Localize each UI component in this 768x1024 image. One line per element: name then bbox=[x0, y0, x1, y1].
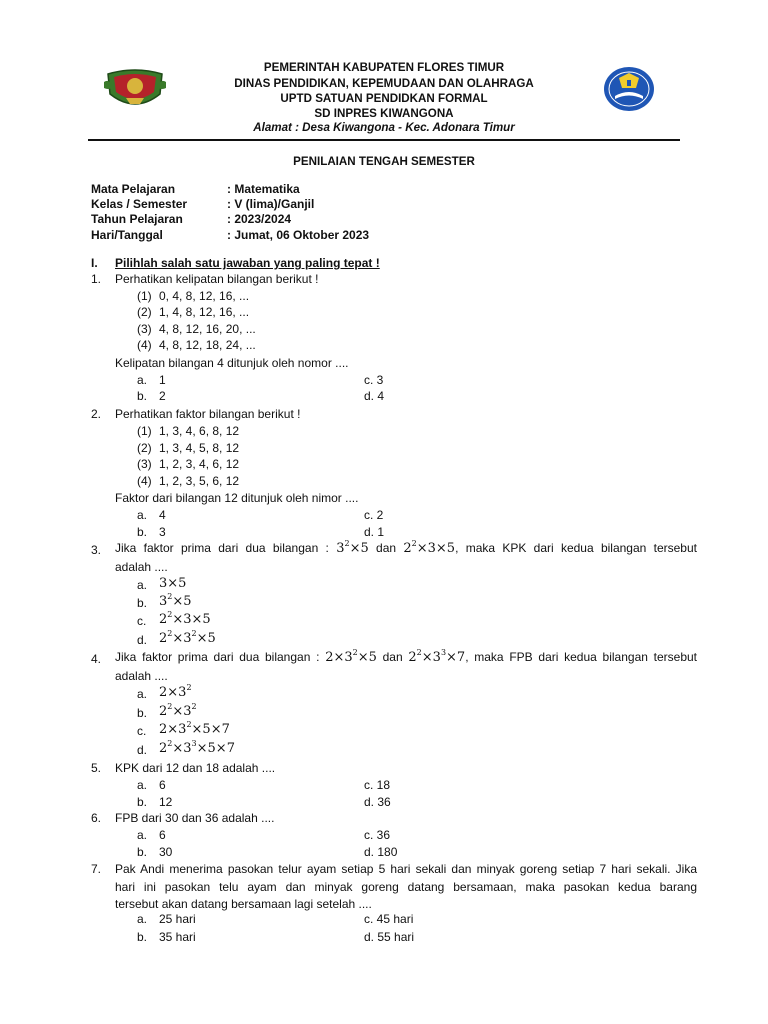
option-d: d. 55 hari bbox=[364, 930, 415, 944]
formula: $3^2\times 5$ bbox=[336, 539, 369, 556]
list-item-number: (4) bbox=[137, 474, 152, 488]
option-key: d. bbox=[137, 743, 148, 757]
question-prompt: Faktor dari bilangan 12 ditunjuk oleh nimor .... bbox=[115, 491, 359, 505]
option-c: c. 45 hari bbox=[364, 912, 414, 926]
question-number: 3. bbox=[91, 543, 102, 557]
option-d: d. 1 bbox=[364, 525, 385, 539]
question-text-part: , maka KPK dari kedua bilangan tersebut bbox=[455, 541, 697, 555]
option-a: 6 bbox=[159, 828, 166, 842]
section-number: I. bbox=[91, 256, 98, 270]
option-c: c. 2 bbox=[364, 508, 384, 522]
question-number: 7. bbox=[91, 862, 102, 876]
info-value: : V (lima)/Ganjil bbox=[227, 197, 315, 211]
letterhead-line-4: SD INPRES KIWANGONA bbox=[314, 107, 454, 120]
list-item-text: 1, 2, 3, 5, 6, 12 bbox=[159, 474, 240, 488]
option-d: d. 4 bbox=[364, 389, 385, 403]
question-prompt: Kelipatan bilangan 4 ditunjuk oleh nomor .... bbox=[115, 356, 349, 370]
option-a: 1 bbox=[159, 373, 166, 387]
letterhead-line-2: DINAS PENDIDIKAN, KEPEMUDAAN DAN OLAHRAGA bbox=[234, 77, 534, 90]
question-text: adalah .... bbox=[115, 560, 168, 574]
option-c: c. 3 bbox=[364, 373, 384, 387]
option-key: b. bbox=[137, 930, 148, 944]
question-number: 5. bbox=[91, 761, 102, 775]
option-a-formula: $2\times 3^2$ bbox=[159, 683, 192, 700]
option-key: a. bbox=[137, 828, 148, 842]
info-value: : Matematika bbox=[227, 182, 300, 196]
question-text-part: Jika faktor prima dari dua bilangan : bbox=[115, 650, 320, 664]
option-d-formula: $2^2\times 3^3\times 5\times 7$ bbox=[159, 739, 235, 756]
option-key: b. bbox=[137, 706, 148, 720]
list-item-number: (2) bbox=[137, 441, 152, 455]
question-text: Perhatikan kelipatan bilangan berikut ! bbox=[115, 272, 319, 286]
option-key: a. bbox=[137, 912, 148, 926]
option-key: b. bbox=[137, 389, 148, 403]
option-b: 35 hari bbox=[159, 930, 196, 944]
option-key: b. bbox=[137, 596, 148, 610]
list-item-text: 1, 2, 3, 4, 6, 12 bbox=[159, 457, 240, 471]
option-d: d. 180 bbox=[364, 845, 398, 859]
option-b: 12 bbox=[159, 795, 173, 809]
list-item-text: 4, 8, 12, 18, 24, ... bbox=[159, 338, 256, 352]
info-label: Mata Pelajaran bbox=[91, 182, 176, 196]
question-text-line-2: hari ini pasokan telu ayam dan minyak goreng datang bersamaan, maka pasokan kedua barang bbox=[115, 880, 697, 894]
list-item-number: (1) bbox=[137, 424, 152, 438]
option-a: 25 hari bbox=[159, 912, 196, 926]
question-text-part: dan bbox=[382, 650, 403, 664]
question-text-line-1: Pak Andi menerima pasokan telur ayam setiap 5 hari sekali dan minyak goreng setiap 7 hari sekali. Jika bbox=[115, 862, 697, 876]
option-key: b. bbox=[137, 795, 148, 809]
question-number: 6. bbox=[91, 811, 102, 825]
question-text: FPB dari 30 dan 36 adalah .... bbox=[115, 811, 275, 825]
option-key: a. bbox=[137, 508, 148, 522]
option-b: 2 bbox=[159, 389, 166, 403]
option-b: 30 bbox=[159, 845, 173, 859]
option-key: b. bbox=[137, 845, 148, 859]
option-c: c. 36 bbox=[364, 828, 391, 842]
list-item-text: 1, 3, 4, 5, 8, 12 bbox=[159, 441, 240, 455]
question-text-part: dan bbox=[376, 541, 397, 555]
option-key: a. bbox=[137, 578, 148, 592]
option-a-formula: 3×5 bbox=[159, 576, 187, 591]
list-item-number: (4) bbox=[137, 338, 152, 352]
exam-title: PENILAIAN TENGAH SEMESTER bbox=[293, 155, 475, 168]
option-key: a. bbox=[137, 687, 148, 701]
info-value: : Jumat, 06 Oktober 2023 bbox=[227, 228, 370, 242]
formula: $2^2\times 3\times 5$ bbox=[403, 539, 456, 556]
list-item-number: (3) bbox=[137, 322, 152, 336]
option-key: a. bbox=[137, 778, 148, 792]
info-value: : 2023/2024 bbox=[227, 212, 292, 226]
question-text-part: Jika faktor prima dari dua bilangan : bbox=[115, 541, 329, 555]
formula: $2^2\times 3^3\times 7$ bbox=[408, 648, 466, 665]
option-a: 4 bbox=[159, 508, 166, 522]
section-instruction: Pilihlah salah satu jawaban yang paling tepat ! bbox=[115, 256, 380, 270]
info-label: Hari/Tanggal bbox=[91, 228, 163, 242]
option-key: c. bbox=[137, 724, 147, 738]
option-c-formula: $2\times 3^2\times 5\times 7$ bbox=[159, 720, 230, 737]
question-text-part: , maka FPB dari kedua bilangan tersebut bbox=[465, 650, 697, 664]
list-item-text: 1, 3, 4, 6, 8, 12 bbox=[159, 424, 240, 438]
question-text: Perhatikan faktor bilangan berikut ! bbox=[115, 407, 301, 421]
info-label: Kelas / Semester bbox=[91, 197, 188, 211]
option-key: a. bbox=[137, 373, 148, 387]
question-text bbox=[115, 650, 697, 665]
letterhead-address: Alamat : Desa Kiwangona - Kec. Adonara Timur bbox=[253, 121, 515, 134]
option-c: c. 18 bbox=[364, 778, 391, 792]
option-key: b. bbox=[137, 525, 148, 539]
list-item-number: (1) bbox=[137, 289, 152, 303]
list-item-number: (3) bbox=[137, 457, 152, 471]
option-key: d. bbox=[137, 633, 148, 647]
list-item-number: (2) bbox=[137, 305, 152, 319]
question-text: adalah .... bbox=[115, 669, 168, 683]
letterhead-line-3: UPTD SATUAN PENDIDKAN FORMAL bbox=[280, 92, 488, 105]
letterhead-divider bbox=[88, 139, 680, 141]
option-c-formula: $2^2\times 3\times 5$ bbox=[159, 610, 211, 627]
formula: $2\times 3^2\times 5$ bbox=[325, 648, 377, 665]
info-label: Tahun Pelajaran bbox=[91, 212, 183, 226]
question-text: KPK dari 12 dan 18 adalah .... bbox=[115, 761, 276, 775]
option-a: 6 bbox=[159, 778, 166, 792]
question-number: 4. bbox=[91, 652, 102, 666]
option-d-formula: $2^2\times 3^2\times 5$ bbox=[159, 629, 216, 646]
option-key: c. bbox=[137, 614, 147, 628]
option-b-formula: $3^2\times 5$ bbox=[159, 592, 192, 609]
option-d: d. 36 bbox=[364, 795, 391, 809]
question-text-line-3: tersebut akan datang bersamaan lagi setelah .... bbox=[115, 897, 372, 911]
list-item-text: 0, 4, 8, 12, 16, ... bbox=[159, 289, 250, 303]
question-text bbox=[115, 541, 697, 556]
question-number: 1. bbox=[91, 272, 102, 286]
option-b: 3 bbox=[159, 525, 166, 539]
list-item-text: 4, 8, 12, 16, 20, ... bbox=[159, 322, 256, 336]
option-b-formula: $2^2\times 3^2$ bbox=[159, 702, 197, 719]
question-number: 2. bbox=[91, 407, 102, 421]
list-item-text: 1, 4, 8, 12, 16, ... bbox=[159, 305, 250, 319]
letterhead-line-1: PEMERINTAH KABUPATEN FLORES TIMUR bbox=[263, 61, 505, 74]
